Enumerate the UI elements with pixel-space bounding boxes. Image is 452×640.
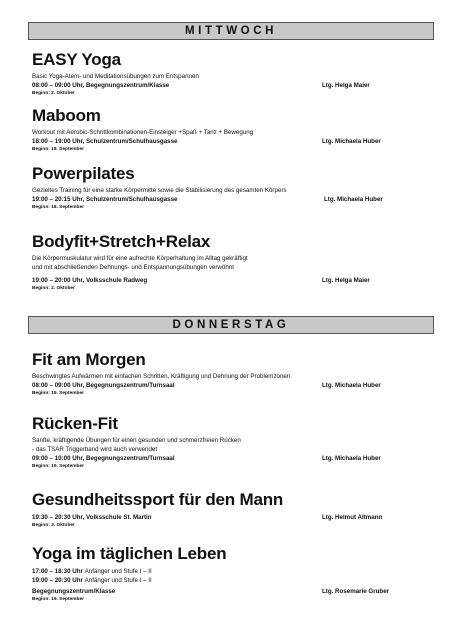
course-location: Begegnungszentrum/Klasse bbox=[32, 588, 116, 595]
schedule-level: Anfänger und Stufe I – II bbox=[84, 577, 152, 584]
course-leader: Ltg. Rosemarie Gruber bbox=[322, 588, 390, 595]
course-powerpilates bbox=[32, 164, 432, 211]
course-start: Beginn: 19. September bbox=[32, 464, 84, 469]
course-maboom bbox=[32, 106, 432, 153]
course-title: EASY Yoga bbox=[32, 50, 121, 69]
day-header-mittwoch: MITTWOCH bbox=[28, 22, 434, 40]
course-description: Beschwingtes Aufwärmen mit einfachen Schritten, Kräftigung und Dehnung der Problemzonen bbox=[32, 373, 291, 380]
course-time: 19:30 – 20:30 Uhr, Volksschule St. Martin bbox=[32, 514, 152, 521]
course-schedule-row bbox=[32, 567, 432, 576]
course-title: Maboom bbox=[32, 106, 101, 125]
course-ruecken-fit bbox=[32, 414, 432, 470]
schedule-time: 17:00 – 18:30 Uhr bbox=[32, 568, 83, 575]
course-title: Yoga im täglichen Leben bbox=[32, 544, 227, 563]
course-leader: Ltg. Michaela Huber bbox=[322, 455, 381, 462]
course-leader: Ltg. Michaela Huber bbox=[322, 138, 381, 145]
course-title: Gesundheitssport für den Mann bbox=[32, 490, 284, 509]
schedule-level: Anfänger und Stufe I – II bbox=[84, 568, 152, 575]
course-start: Beginn: 18. September bbox=[32, 147, 84, 152]
course-time: 19:00 – 20:15 Uhr, Schulzentrum/Schulhausgasse bbox=[32, 196, 178, 203]
course-start: Beginn: 2. Oktober bbox=[32, 91, 75, 96]
schedule-entry bbox=[32, 576, 152, 585]
course-leader: Ltg. Michaela Huber bbox=[324, 196, 383, 203]
course-time-row bbox=[32, 195, 432, 204]
course-leader: Ltg. Helga Maier bbox=[322, 277, 370, 284]
course-leader: Ltg. Helmut Altmann bbox=[322, 514, 383, 521]
course-leader: Ltg. Michaela Huber bbox=[322, 382, 381, 389]
course-description-line: - das TSAR Triggerband wird auch verwendet bbox=[32, 446, 158, 453]
course-easy-yoga bbox=[32, 50, 432, 97]
course-time-row bbox=[32, 381, 432, 390]
course-start: Beginn: 19. September bbox=[32, 391, 84, 396]
course-time: 19:00 – 20:00 Uhr, Volksschule Radweg bbox=[32, 277, 148, 284]
course-description-line: Die Körpermuskulatur wird für eine aufrechte Körperhaltung im Alltag gekräftigt bbox=[32, 255, 248, 262]
course-yoga-taeglich bbox=[32, 544, 432, 603]
schedule-time: 19:00 – 20:30 Uhr bbox=[32, 577, 83, 584]
course-time-row bbox=[32, 513, 432, 522]
course-schedule-row bbox=[32, 576, 432, 585]
course-fit-am-morgen bbox=[32, 350, 432, 397]
course-time: 18:00 – 19:00 Uhr, Schulzentrum/Schulhausgasse bbox=[32, 138, 178, 145]
course-time-row bbox=[32, 454, 432, 463]
course-time-row bbox=[32, 137, 432, 146]
course-start: Beginn: 19. September bbox=[32, 597, 84, 602]
course-time-row bbox=[32, 587, 432, 596]
course-start: Beginn: 18. September bbox=[32, 205, 84, 210]
course-time: 08:00 – 09:00 Uhr, Begegnungszentrum/Turnsaal bbox=[32, 382, 175, 389]
course-time: 09:00 – 10:00 Uhr, Begegnungszentrum/Turnsaal bbox=[32, 455, 175, 462]
course-leader: Ltg. Helga Maier bbox=[322, 82, 370, 89]
course-time: 08:00 – 09:00 Uhr, Begegnungszentrum/Klasse bbox=[32, 82, 170, 89]
course-title: Fit am Morgen bbox=[32, 350, 146, 369]
course-title: Powerpilates bbox=[32, 164, 135, 183]
course-bodyfit bbox=[32, 232, 432, 292]
course-description-line: und mit abschließenden Dehnungs- und Entspannungsübungen verwöhnt bbox=[32, 264, 234, 271]
course-time-row bbox=[32, 276, 432, 285]
course-gesundheitssport bbox=[32, 490, 432, 529]
course-start: Beginn: 2. Oktober bbox=[32, 286, 75, 291]
course-title: Bodyfit+Stretch+Relax bbox=[32, 232, 211, 251]
course-time-row bbox=[32, 81, 432, 90]
course-description: Basic Yoga-Atem- und Meditationsübungen zum Entspannen bbox=[32, 73, 199, 80]
course-title: Rücken-Fit bbox=[32, 414, 118, 433]
course-description: Gezieltes Training für eine starke Körpermitte sowie die Stabilisierung des gesamten Körpers bbox=[32, 187, 287, 194]
course-description: Workout mit Aerobic-Schrittkombinationen-Einsteiger +Spaß + Tanz + Bewegung bbox=[32, 129, 254, 136]
day-header-donnerstag: DONNERSTAG bbox=[28, 316, 434, 334]
schedule-entry bbox=[32, 567, 152, 576]
course-description-line: Sanfte, kräftigende Übungen für einen gesunden und schmerzfreien Rücken bbox=[32, 437, 241, 444]
course-start: Beginn: 3. Oktober bbox=[32, 523, 75, 528]
